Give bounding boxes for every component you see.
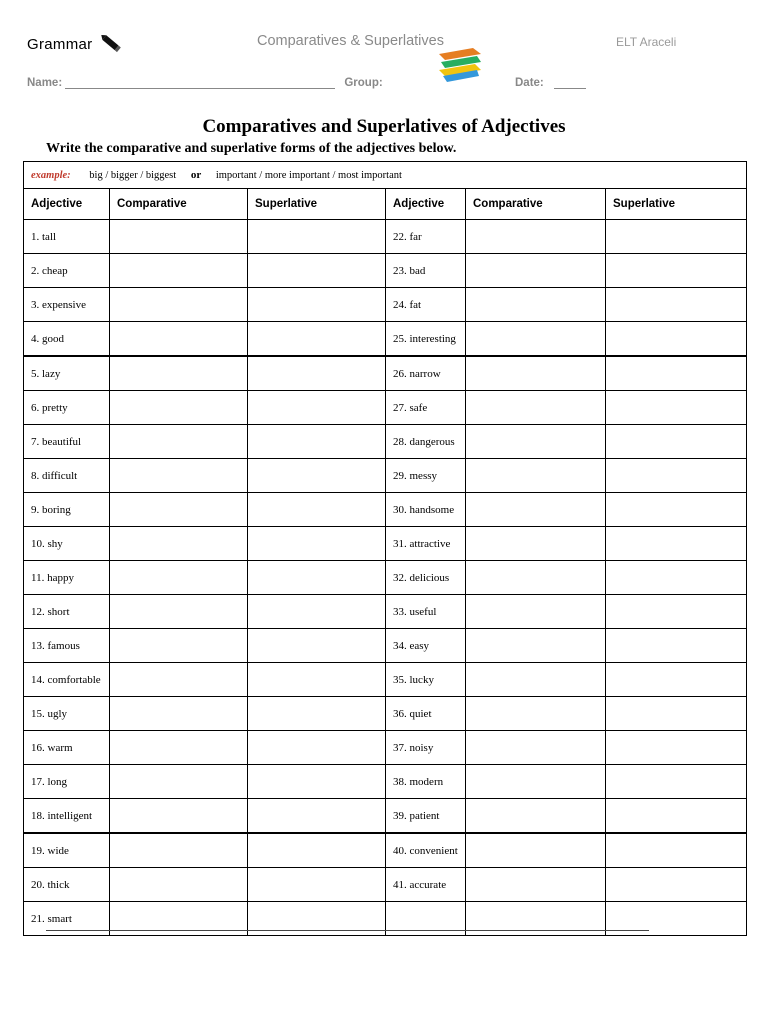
comparative-answer-cell[interactable]: [110, 595, 248, 629]
superlative-answer-cell[interactable]: [606, 868, 747, 902]
comparative-answer-cell[interactable]: [110, 731, 248, 765]
superlative-answer-cell[interactable]: [248, 527, 386, 561]
table-row: [24, 459, 747, 493]
example-row: [24, 162, 747, 189]
comparative-answer-cell[interactable]: [466, 493, 606, 527]
comparative-answer-cell[interactable]: [110, 663, 248, 697]
adjective-cell: 18. intelligent: [24, 799, 110, 834]
adjective-cell: 34. easy: [386, 629, 466, 663]
comparative-answer-cell[interactable]: [110, 629, 248, 663]
instructions: Write the comparative and superlative forms of the adjectives below.: [46, 141, 457, 156]
table-row: [24, 356, 747, 391]
comparative-answer-cell[interactable]: [110, 356, 248, 391]
adjective-cell: 20. thick: [24, 868, 110, 902]
superlative-answer-cell[interactable]: [606, 833, 747, 868]
comparative-answer-cell[interactable]: [466, 833, 606, 868]
header-row: [24, 189, 747, 220]
superlative-answer-cell[interactable]: [248, 356, 386, 391]
col-superlative-right: Superlative: [606, 189, 747, 220]
page-title: Comparatives and Superlatives of Adjectives: [202, 116, 566, 137]
comparative-answer-cell[interactable]: [110, 868, 248, 902]
superlative-answer-cell[interactable]: [248, 493, 386, 527]
table-row: [24, 799, 747, 834]
comparative-answer-cell[interactable]: [110, 391, 248, 425]
example-label: example:: [31, 170, 71, 181]
adjective-cell: 31. attractive: [386, 527, 466, 561]
example-b: important / more important / most important: [215, 170, 402, 181]
superlative-answer-cell[interactable]: [606, 493, 747, 527]
col-comparative-left: Comparative: [110, 189, 248, 220]
superlative-answer-cell[interactable]: [248, 697, 386, 731]
adjective-cell: 36. quiet: [386, 697, 466, 731]
adjective-cell: 2. cheap: [24, 254, 110, 288]
comparative-answer-cell[interactable]: [466, 765, 606, 799]
superlative-answer-cell[interactable]: [248, 629, 386, 663]
comparative-answer-cell[interactable]: [466, 663, 606, 697]
comparative-answer-cell[interactable]: [466, 220, 606, 254]
superlative-answer-cell[interactable]: [248, 459, 386, 493]
adjective-cell: 33. useful: [386, 595, 466, 629]
table-row: [24, 220, 747, 254]
superlative-answer-cell[interactable]: [248, 868, 386, 902]
adjective-cell: 30. handsome: [386, 493, 466, 527]
comparative-answer-cell[interactable]: [466, 595, 606, 629]
superlative-answer-cell[interactable]: [248, 288, 386, 322]
adjective-cell: 9. boring: [24, 493, 110, 527]
table-row: [24, 629, 747, 663]
superlative-answer-cell[interactable]: [606, 731, 747, 765]
adjective-cell: 8. difficult: [24, 459, 110, 493]
adjective-cell: 25. interesting: [386, 322, 466, 357]
superlative-answer-cell[interactable]: [606, 595, 747, 629]
adjective-cell: 39. patient: [386, 799, 466, 834]
superlative-answer-cell[interactable]: [606, 288, 747, 322]
date-label: Date:: [515, 77, 544, 89]
books-icon: [437, 40, 483, 84]
adjective-cell: 27. safe: [386, 391, 466, 425]
col-superlative-left: Superlative: [248, 189, 386, 220]
subject-label: Grammar: [27, 35, 93, 53]
adjective-cell: 12. short: [24, 595, 110, 629]
comparative-answer-cell[interactable]: [466, 561, 606, 595]
comparative-answer-cell[interactable]: [110, 527, 248, 561]
adjective-cell: 13. famous: [24, 629, 110, 663]
superlative-answer-cell[interactable]: [248, 220, 386, 254]
comparative-answer-cell[interactable]: [466, 288, 606, 322]
adjective-cell: 38. modern: [386, 765, 466, 799]
table-row: [24, 561, 747, 595]
name-group-row: [27, 76, 383, 89]
adjective-cell: 23. bad: [386, 254, 466, 288]
superlative-answer-cell[interactable]: [248, 322, 386, 357]
adjective-cell: 22. far: [386, 220, 466, 254]
table-row: [24, 322, 747, 357]
exercise-table: [23, 161, 747, 936]
comparative-answer-cell[interactable]: [466, 527, 606, 561]
superlative-answer-cell[interactable]: [248, 765, 386, 799]
superlative-answer-cell[interactable]: [248, 799, 386, 834]
table-row: [24, 731, 747, 765]
superlative-answer-cell[interactable]: [248, 833, 386, 868]
adjective-cell: 3. expensive: [24, 288, 110, 322]
adjective-cell: 7. beautiful: [24, 425, 110, 459]
adjective-cell: 1. tall: [24, 220, 110, 254]
superlative-answer-cell[interactable]: [248, 561, 386, 595]
comparative-answer-cell[interactable]: [466, 629, 606, 663]
table-row: [24, 765, 747, 799]
comparative-answer-cell[interactable]: [110, 561, 248, 595]
table-row: [24, 391, 747, 425]
superlative-answer-cell[interactable]: [248, 731, 386, 765]
adjective-cell: 40. convenient: [386, 833, 466, 868]
example-or: or: [190, 169, 202, 181]
superlative-answer-cell[interactable]: [606, 425, 747, 459]
col-comparative-right: Comparative: [466, 189, 606, 220]
table-row: [24, 868, 747, 902]
adjective-cell: 21. smart: [24, 902, 110, 936]
adjective-cell: 19. wide: [24, 833, 110, 868]
comparative-answer-cell[interactable]: [110, 459, 248, 493]
date-row: [515, 76, 586, 89]
adjective-cell: 26. narrow: [386, 356, 466, 391]
adjective-cell: 37. noisy: [386, 731, 466, 765]
superlative-answer-cell[interactable]: [606, 254, 747, 288]
superlative-answer-cell[interactable]: [606, 391, 747, 425]
comparative-answer-cell[interactable]: [466, 254, 606, 288]
footer-divider: [46, 930, 649, 931]
adjective-cell: 17. long: [24, 765, 110, 799]
superlative-answer-cell[interactable]: [248, 425, 386, 459]
adjective-cell: 28. dangerous: [386, 425, 466, 459]
comparative-answer-cell[interactable]: [110, 799, 248, 834]
subject-heading: [27, 32, 126, 56]
comparative-answer-cell[interactable]: [466, 356, 606, 391]
superlative-answer-cell[interactable]: [606, 629, 747, 663]
table-row: [24, 288, 747, 322]
superlative-answer-cell[interactable]: [606, 697, 747, 731]
comparative-answer-cell[interactable]: [466, 697, 606, 731]
adjective-cell: 32. delicious: [386, 561, 466, 595]
superlative-answer-cell[interactable]: [606, 322, 747, 357]
comparative-answer-cell[interactable]: [466, 425, 606, 459]
superlative-answer-cell[interactable]: [606, 561, 747, 595]
superlative-answer-cell[interactable]: [248, 391, 386, 425]
example-a: big / bigger / biggest: [89, 170, 177, 181]
comparative-answer-cell[interactable]: [466, 322, 606, 357]
comparative-answer-cell[interactable]: [110, 697, 248, 731]
superlative-answer-cell[interactable]: [606, 220, 747, 254]
superlative-answer-cell[interactable]: [606, 356, 747, 391]
comparative-answer-cell[interactable]: [110, 425, 248, 459]
author-label: ELT Araceli: [616, 35, 677, 49]
comparative-answer-cell[interactable]: [110, 765, 248, 799]
superlative-answer-cell[interactable]: [606, 527, 747, 561]
table-row: [24, 493, 747, 527]
table-row: [24, 527, 747, 561]
adjective-cell: 6. pretty: [24, 391, 110, 425]
comparative-answer-cell[interactable]: [110, 220, 248, 254]
name-label: Name:: [27, 77, 63, 89]
table-row: [24, 833, 747, 868]
superlative-answer-cell[interactable]: [606, 799, 747, 834]
superlative-answer-cell[interactable]: [248, 254, 386, 288]
comparative-answer-cell[interactable]: [466, 391, 606, 425]
superlative-answer-cell[interactable]: [606, 459, 747, 493]
table-row: [24, 254, 747, 288]
superlative-answer-cell[interactable]: [248, 595, 386, 629]
adjective-cell: 14. comfortable: [24, 663, 110, 697]
col-adjective-left: Adjective: [24, 189, 110, 220]
name-field[interactable]: [65, 76, 335, 89]
date-field[interactable]: [554, 76, 586, 89]
adjective-cell: 29. messy: [386, 459, 466, 493]
comparative-answer-cell[interactable]: [466, 799, 606, 834]
topic-heading: Comparatives & Superlatives: [257, 33, 444, 49]
comparative-answer-cell[interactable]: [110, 288, 248, 322]
comparative-answer-cell[interactable]: [466, 868, 606, 902]
adjective-cell: 35. lucky: [386, 663, 466, 697]
comparative-answer-cell[interactable]: [110, 322, 248, 357]
col-adjective-right: Adjective: [386, 189, 466, 220]
adjective-cell: 11. happy: [24, 561, 110, 595]
adjective-cell: 15. ugly: [24, 697, 110, 731]
superlative-answer-cell[interactable]: [248, 663, 386, 697]
adjective-cell: 10. shy: [24, 527, 110, 561]
example-cell: [24, 162, 747, 189]
adjective-cell: 5. lazy: [24, 356, 110, 391]
adjective-cell: 41. accurate: [386, 868, 466, 902]
adjective-cell: 24. fat: [386, 288, 466, 322]
group-label: Group:: [344, 77, 383, 89]
table-row: [24, 663, 747, 697]
table-row: [24, 697, 747, 731]
pencil-icon: [98, 32, 126, 56]
superlative-answer-cell[interactable]: [606, 765, 747, 799]
table-row: [24, 595, 747, 629]
comparative-answer-cell[interactable]: [110, 833, 248, 868]
comparative-answer-cell[interactable]: [110, 254, 248, 288]
comparative-answer-cell[interactable]: [110, 493, 248, 527]
adjective-cell: 4. good: [24, 322, 110, 357]
comparative-answer-cell[interactable]: [466, 459, 606, 493]
table-row: [24, 425, 747, 459]
superlative-answer-cell[interactable]: [606, 663, 747, 697]
adjective-cell: 16. warm: [24, 731, 110, 765]
comparative-answer-cell[interactable]: [466, 731, 606, 765]
